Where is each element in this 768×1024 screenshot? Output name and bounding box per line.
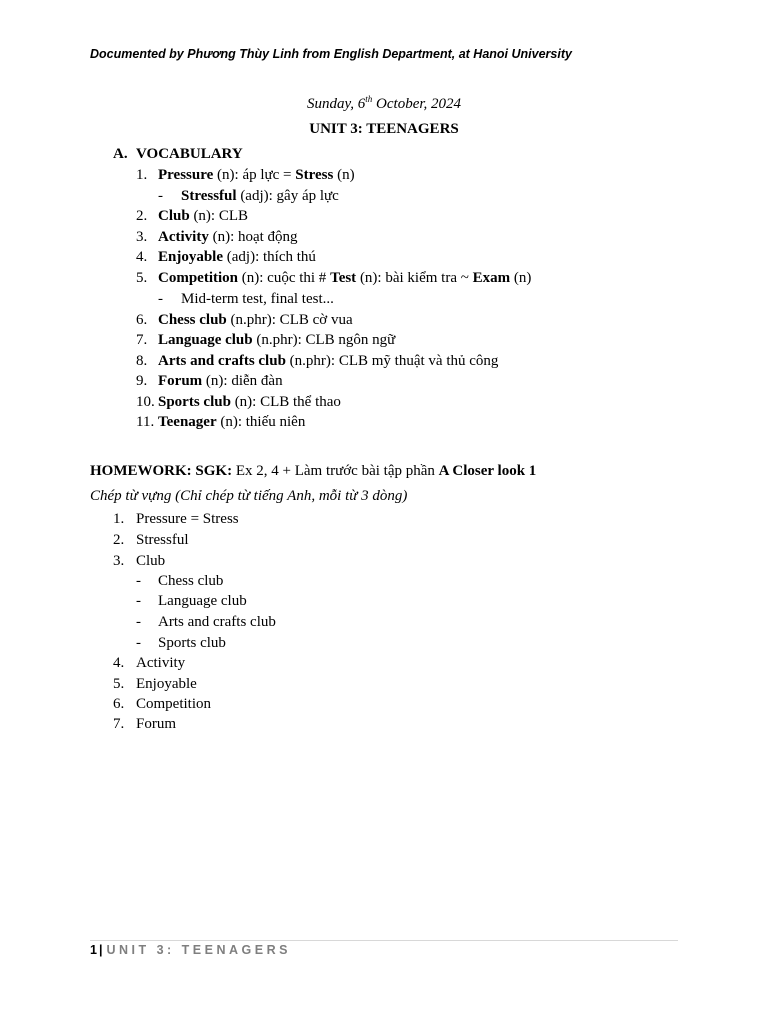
vocab-definition: (n): CLB — [189, 208, 249, 224]
copy-instruction: Chép từ vựng (Chỉ chép từ tiếng Anh, mỗi từ 3 dòng) — [90, 488, 408, 504]
vocab-number: 7. — [136, 332, 148, 348]
vocab-item — [158, 310, 353, 330]
vocab-item — [158, 412, 305, 432]
sub-bullet-dash: - — [158, 188, 163, 204]
vocab-term: Enjoyable — [158, 249, 224, 265]
copy-item: Enjoyable — [136, 676, 197, 692]
vocab-number: 3. — [136, 229, 148, 245]
vocab-definition: (n): bài kiểm tra ~ — [356, 270, 473, 286]
vocab-definition: (n): áp lực = — [213, 167, 296, 183]
vocab-item — [158, 351, 498, 371]
vocab-term: Test — [330, 270, 357, 286]
vocab-item — [158, 371, 283, 391]
vocab-sub-item — [181, 186, 339, 206]
vocab-definition: (n.phr): CLB cờ vua — [226, 312, 353, 328]
vocab-definition: (n): cuộc thi # — [238, 270, 331, 286]
date-rest: October, 2024 — [372, 96, 462, 112]
unit-title: UNIT 3: TEENAGERS — [309, 121, 459, 137]
vocab-item — [158, 268, 531, 288]
copy-number: 2. — [113, 532, 125, 548]
vocab-definition: (n): thiếu niên — [216, 414, 306, 430]
vocab-number: 9. — [136, 373, 148, 389]
footer-divider — [90, 940, 678, 941]
homework-lesson: A Closer look 1 — [438, 463, 537, 479]
vocab-definition: (n): hoạt động — [208, 229, 298, 245]
copy-sub-item: Arts and crafts club — [158, 614, 276, 630]
sub-bullet-dash: - — [136, 614, 141, 630]
sub-bullet-dash: - — [136, 635, 141, 651]
vocab-number: 5. — [136, 270, 148, 286]
document-date — [0, 96, 768, 113]
section-title: VOCABULARY — [136, 146, 243, 162]
sub-bullet-dash: - — [136, 593, 141, 609]
vocab-item — [158, 392, 341, 412]
header-note: Documented by Phương Thùy Linh from English Department, at Hanoi University — [90, 47, 572, 61]
vocab-term: Stressful — [181, 188, 237, 204]
sub-bullet-dash: - — [136, 573, 141, 589]
copy-number: 1. — [113, 511, 125, 527]
vocab-definition: (adj): thích thú — [223, 249, 316, 265]
copy-item: Forum — [136, 716, 177, 732]
page-footer — [90, 943, 291, 957]
vocab-term: Teenager — [158, 414, 217, 430]
copy-sub-item: Sports club — [158, 635, 226, 651]
vocab-term: Exam — [472, 270, 511, 286]
copy-number: 3. — [113, 553, 125, 569]
vocab-term: Forum — [158, 373, 203, 389]
footer-separator: | — [98, 943, 103, 957]
vocab-item — [158, 330, 395, 350]
vocab-term: Chess club — [158, 312, 227, 328]
vocab-item — [158, 165, 355, 185]
vocab-number: 10. — [136, 394, 155, 410]
copy-number: 6. — [113, 696, 125, 712]
vocab-term: Competition — [158, 270, 238, 286]
copy-sub-item: Language club — [158, 593, 247, 609]
vocab-number: 4. — [136, 249, 148, 265]
copy-item: Stressful — [136, 532, 189, 548]
vocab-number: 6. — [136, 312, 148, 328]
vocab-number: 1. — [136, 167, 148, 183]
date-day: Sunday, 6 — [306, 96, 366, 112]
vocab-term: Pressure — [158, 167, 214, 183]
vocab-term: Arts and crafts club — [158, 353, 286, 369]
vocab-term: Sports club — [158, 394, 231, 410]
homework-line — [90, 461, 536, 481]
homework-text: Ex 2, 4 + Làm trước bài tập phần — [232, 463, 439, 479]
vocab-definition: (n.phr): CLB mỹ thuật và thủ công — [285, 353, 499, 369]
page-number: 1 — [90, 943, 97, 957]
vocab-definition: (n): CLB thể thao — [230, 394, 341, 410]
copy-item: Competition — [136, 696, 211, 712]
copy-item: Activity — [136, 655, 186, 671]
vocab-term: Activity — [158, 229, 209, 245]
vocab-term: Club — [158, 208, 190, 224]
sub-bullet-dash: - — [158, 291, 163, 307]
vocab-definition: (n) — [510, 270, 532, 286]
vocab-sub-item: Mid-term test, final test... — [181, 291, 334, 307]
section-letter: A. — [113, 146, 128, 162]
vocab-number: 11. — [136, 414, 155, 430]
vocab-definition: (n): diễn đàn — [202, 373, 283, 389]
copy-number: 7. — [113, 716, 125, 732]
vocab-item — [158, 227, 298, 247]
vocab-item — [158, 247, 316, 267]
vocab-definition: (adj): gây áp lực — [236, 188, 339, 204]
vocab-definition: (n.phr): CLB ngôn ngữ — [252, 332, 396, 348]
copy-number: 5. — [113, 676, 125, 692]
vocab-number: 8. — [136, 353, 148, 369]
copy-item: Club — [136, 553, 166, 569]
vocab-item — [158, 206, 248, 226]
vocab-term: Stress — [295, 167, 334, 183]
footer-unit-title: UNIT 3: TEENAGERS — [106, 943, 291, 957]
homework-label: HOMEWORK: SGK: — [90, 463, 233, 479]
vocab-definition: (n) — [333, 167, 355, 183]
copy-number: 4. — [113, 655, 125, 671]
vocab-term: Language club — [158, 332, 253, 348]
date-ordinal-suffix: th — [365, 94, 373, 104]
copy-sub-item: Chess club — [158, 573, 224, 589]
copy-item: Pressure = Stress — [136, 511, 239, 527]
vocab-number: 2. — [136, 208, 148, 224]
